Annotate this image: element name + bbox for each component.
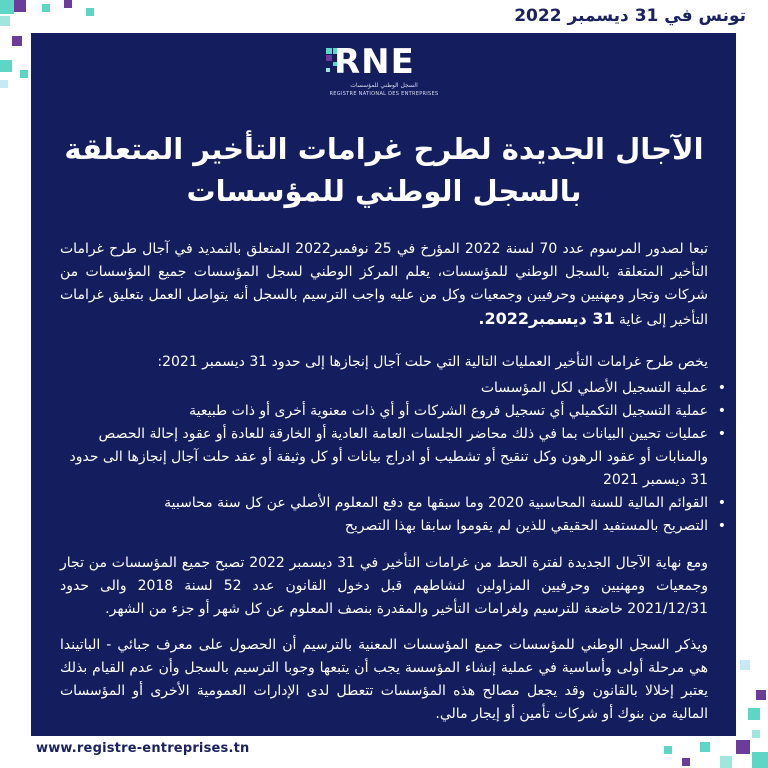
reminder-paragraph: ويذكر السجل الوطني للمؤسسات جميع المؤسسات المعنية بالترسيم أن الحصول على معرف جبائي - الباتيندا هي مرحلة أولى وأساسية في عملية إنشاء المؤسسة يجب أن يتبعها وجوبا الترسيم بالسجل وأن عدم القيام بذلك يعتبر إخلالا بالقانون وقد يجعل مصالح هذه المؤسسات تتعطل لدى الإدارات العمومية الأخرى أو المؤسسات المالية من بنوك أو شركات تأمين أو إيجار مالي. [60, 637, 708, 722]
intro-paragraph [60, 238, 708, 332]
deadline-paragraph: ومع نهاية الآجال الجديدة لفترة الحط من غرامات التأخير في 31 ديسمبر 2022 تصبح جميع المؤسسات من تجار وجمعيات ومهنيين وحرفيين المزاولين لنشاطهم قبل دخول القانون عدد 52 لسنة 2018 والى حدود 2021/12/31 خاضعة للترسيم ولغرامات التأخير والمقدرة بنصف المعلوم عن كل شهر أو جزء من الشهر. [60, 555, 709, 617]
decor-square [86, 8, 94, 16]
page-title [60, 128, 708, 212]
list-item: • عملية التسجيل التكميلي أي تسجيل فروع الشركات أو أي ذات معنوية أخرى أو ذات طبيعية [60, 400, 708, 423]
decor-square [700, 742, 710, 752]
list-item: • عملية التسجيل الأصلي لكل المؤسسات [60, 377, 708, 400]
title-line-2: بالسجل الوطني للمؤسسات [186, 174, 582, 208]
decor-square [0, 16, 10, 26]
decor-square [20, 70, 28, 78]
decor-square [748, 708, 760, 720]
decor-square [682, 758, 690, 766]
decor-square [14, 0, 26, 12]
decor-square [42, 4, 50, 12]
decor-square [736, 740, 750, 754]
decor-square [752, 730, 760, 738]
list-item: • القوائم المالية للسنة المحاسبية 2020 وما سبقها مع دفع المعلوم الأصلي عن كل سنة محاسبية [60, 492, 708, 515]
logo-french-name: REGISTRE NATIONAL DES ENTREPRISES [329, 91, 439, 97]
logo-arabic-name: السجل الوطني للمؤسسات [350, 82, 418, 89]
decor-square [0, 80, 8, 88]
decor-square [0, 60, 12, 72]
header-date: تونس في 31 ديسمبر 2022 [514, 6, 746, 26]
decor-square [720, 756, 732, 768]
rne-logo [320, 42, 448, 104]
title-line-1: الآجال الجديدة لطرح غرامات التأخير المتعلقة [64, 132, 704, 166]
decor-square [12, 36, 22, 46]
decor-square [0, 0, 14, 14]
deadline-date: 31 ديسمبر2022. [478, 309, 615, 328]
decor-square [64, 0, 72, 8]
decor-square [756, 690, 766, 700]
decor-square [740, 660, 750, 670]
list-item: • عمليات تحيين البيانات بما في ذلك محاضر الجلسات العامة العادية أو الخارقة للعادة أو عقود إحالة الحصص والمنابات أو عقود الرهون وكل تنقيح أو تشطيب أو ادراج بيانات أو كل وثيقة أو عقد حلت آجال إنجازها الى حدود 31 ديسمبر 2021 [60, 423, 708, 492]
decor-square [752, 752, 768, 768]
website-link[interactable]: www.registre-entreprises.tn [36, 741, 250, 756]
list-item: • التصريح بالمستفيد الحقيقي للذين لم يقوموا سابقا بهذا التصريح [60, 515, 708, 538]
operations-list [60, 377, 728, 538]
intro-text: تبعا لصدور المرسوم عدد 70 لسنة 2022 المؤرخ في 25 نوفمبر2022 المتعلق بالتمديد في آجال طرح غرامات التأخير المتعلقة بالسجل الوطني للمؤسسات، يعلم المركز الوطني لسجل المؤسسات جميع المؤسسات من شركات وتجار ومهنيين وحرفيين وجمعيات وكل من عليه واجب الترسيم بالسجل أنه يتواصل العمل بتعليق غرامات التأخير إلى غاية [60, 241, 708, 328]
operations-intro: يخص طرح غرامات التأخير العمليات التالية التي حلت آجال إنجازها إلى حدود 31 ديسمبر 2021: [157, 354, 708, 370]
decor-square [664, 746, 672, 754]
logo-wordmark: RNE [334, 42, 415, 82]
